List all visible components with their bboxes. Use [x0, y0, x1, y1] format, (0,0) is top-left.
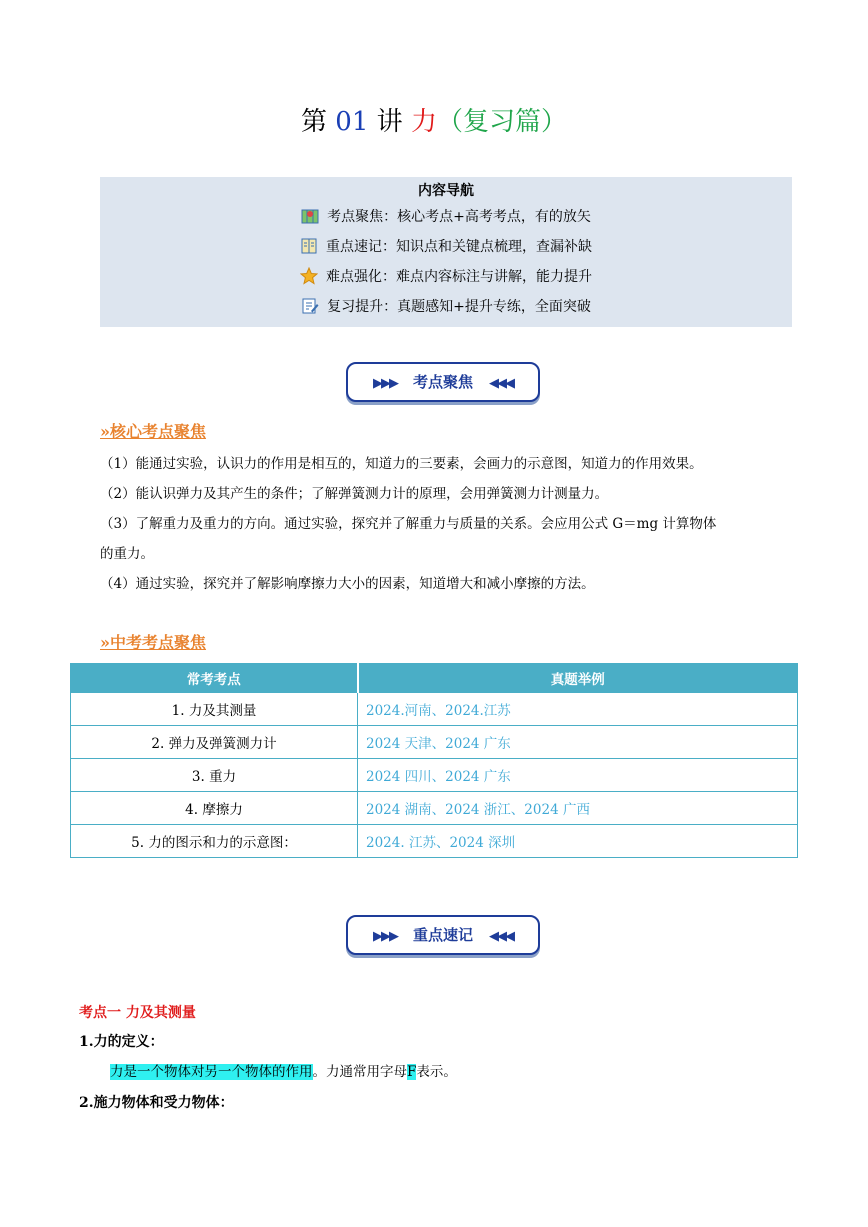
table-cell: 4. 摩擦力: [71, 792, 358, 825]
table-row: [71, 825, 798, 858]
nav-item: 考点聚焦：核心考点+高考考点，有的放矢: [100, 207, 792, 227]
highlight: 力是一个物体对另一个物体的作用: [110, 1064, 313, 1080]
page-title: 第 01 讲 力（复习篇）: [301, 107, 567, 137]
double-chevron-icon: »: [100, 422, 110, 441]
core-heading: »核心考点聚焦: [100, 422, 207, 441]
table-row: [71, 759, 798, 792]
nav-heading: 内容导航: [418, 183, 474, 199]
arrow-left-icon: ◀◀◀: [489, 929, 513, 944]
exam-table: [70, 663, 798, 858]
section-title: 考点一 力及其测量: [79, 1005, 196, 1021]
nav-item: 难点强化：难点内容标注与讲解，能力提升: [100, 267, 792, 287]
nav-item: 复习提升：真题感知+提升专练，全面突破: [100, 297, 792, 317]
edit-icon: [301, 297, 319, 315]
table-cell: 2024 湖南、2024 浙江、2024 广西: [358, 792, 798, 825]
core-line: （1）能通过实验，认识力的作用是相互的，知道力的三要素，会画力的示意图，知道力的作用效果。: [100, 456, 703, 472]
exam-heading: »中考考点聚焦: [100, 633, 207, 652]
double-chevron-icon: »: [100, 633, 110, 652]
arrow-right-icon: ▶▶▶: [372, 929, 397, 944]
highlight: F: [407, 1064, 417, 1080]
definition-line: 力是一个物体对另一个物体的作用。力通常用字母F表示。: [110, 1064, 457, 1080]
map-icon: [301, 207, 319, 225]
table-row: [71, 693, 798, 726]
star-icon: [300, 267, 318, 285]
table-cell: 2024 四川、2024 广东: [358, 759, 798, 792]
table-cell: 3. 重力: [71, 759, 358, 792]
table-cell: 2024.河南、2024.江苏: [358, 693, 798, 726]
content-navigation-box: [100, 177, 792, 327]
arrow-right-icon: ▶▶▶: [372, 376, 397, 391]
core-line: （2）能认识弹力及其产生的条件；了解弹簧测力计的原理，会用弹簧测力计测量力。: [100, 486, 609, 502]
table-cell: 1. 力及其测量: [71, 693, 358, 726]
table-cell: 5. 力的图示和力的示意图：: [71, 825, 358, 858]
table-cell: 2. 弹力及弹簧测力计: [71, 726, 358, 759]
book-icon: [300, 237, 318, 255]
table-row: [71, 726, 798, 759]
core-line: 的重力。: [100, 546, 154, 562]
section-banner: ▶▶▶ 重点速记 ◀◀◀: [346, 915, 540, 955]
table-row: [71, 792, 798, 825]
table-header: 真题举例: [358, 664, 798, 693]
table-cell: 2024. 江苏、2024 深圳: [358, 825, 798, 858]
core-line: （4）通过实验，探究并了解影响摩擦力大小的因素，知道增大和减小摩擦的方法。: [100, 576, 595, 592]
subsection-heading: 2.施力物体和受力物体：: [79, 1095, 234, 1111]
section-banner: ▶▶▶ 考点聚焦 ◀◀◀: [346, 362, 540, 402]
arrow-left-icon: ◀◀◀: [489, 376, 513, 391]
nav-item: 重点速记：知识点和关键点梳理，查漏补缺: [100, 237, 792, 257]
core-line: （3）了解重力及重力的方向。通过实验，探究并了解重力与质量的关系。会应用公式 G＝mg 计算物体: [100, 516, 717, 532]
table-cell: 2024 天津、2024 广东: [358, 726, 798, 759]
subsection-heading: 1.力的定义：: [79, 1034, 164, 1050]
table-header: 常考考点: [71, 664, 358, 693]
